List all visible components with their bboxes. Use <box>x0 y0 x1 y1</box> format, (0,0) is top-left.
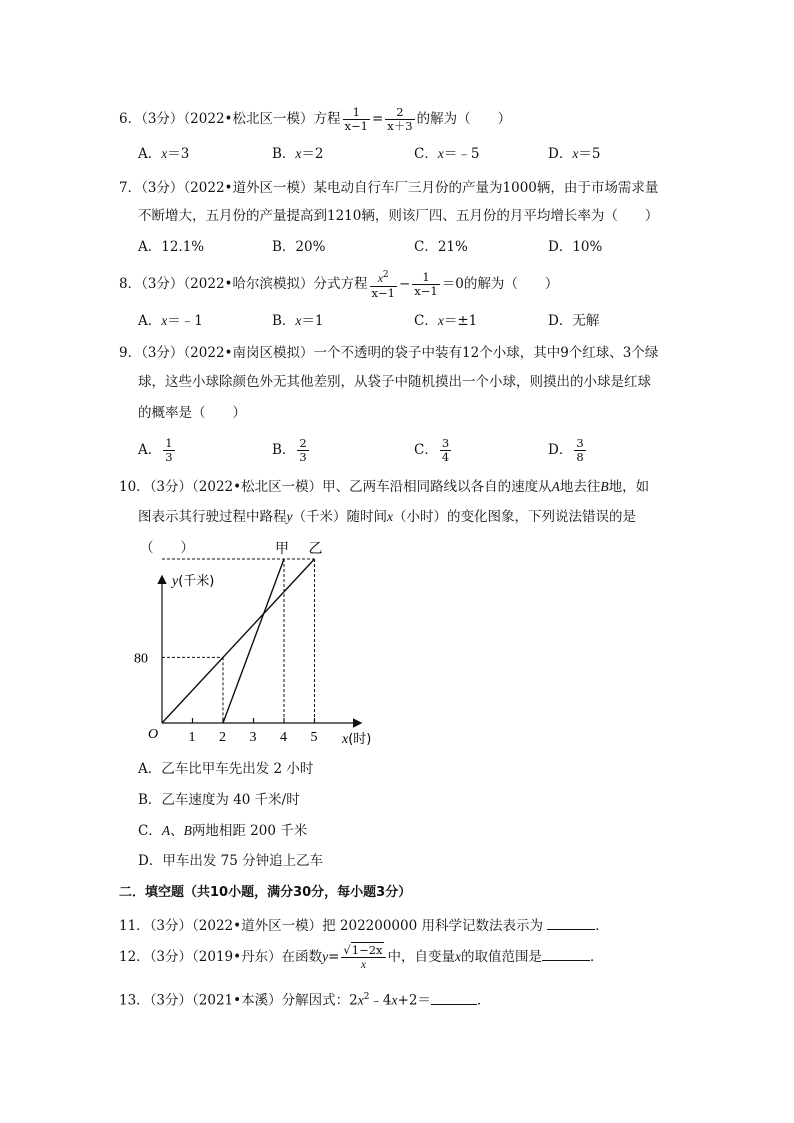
q9-option-d: D． $\frac{3}{8}$ <box>548 436 584 464</box>
q9-option-a: A． $\frac{1}{3}$ <box>138 436 173 464</box>
q10-option-a: A．乙车比甲车先出发 2 小时 <box>138 761 314 777</box>
x-tick-label-4: 4 <box>280 730 287 745</box>
q12-answer-blank[interactable] <box>542 946 590 961</box>
q10-line-3: （ ） <box>140 540 194 556</box>
q6-option-c: C．x＝﹣5 <box>414 146 480 162</box>
q8-option-d: D．无解 <box>548 313 600 329</box>
q9-option-c: C． $\frac{3}{4}$ <box>414 436 450 464</box>
q9-line-2: 球，这些小球除颜色外无其他差别，从袋子中随机摸出一个小球，则摸出的小球是红球 <box>138 374 651 390</box>
q6-source: （2022•松北区一模） <box>183 111 314 127</box>
x-tick-label-1: 1 <box>188 730 196 745</box>
q10-option-b: B．乙车速度为 40 千米/时 <box>138 792 300 808</box>
q9-option-b: B． $\frac{2}{3}$ <box>272 436 307 464</box>
q12-line: 12．（3分）（2019•丹东）在函数y= $\frac{√1-2x}{x}$ 中，自变量x的取值范围是 ． <box>119 942 604 971</box>
q9-line-3: 的概率是（ ） <box>138 405 246 421</box>
series-line-jia <box>223 559 284 723</box>
q9-line-1: 9．（3分）（2022•南岗区模拟）一个不透明的袋子中装有12个小球，其中9个红球、3个绿 <box>119 345 659 361</box>
series-label-yi: 乙 <box>308 542 323 557</box>
x-axis-label: x(时) <box>342 732 372 747</box>
q6-points: （3分） <box>141 111 184 127</box>
section-2-title: 二．填空题（共10小题，满分30分，每小题3分） <box>119 885 412 900</box>
q11-line: 11．（3分）（2022•道外区一模）把 202200000 用科学记数法表示为 ． <box>119 915 609 935</box>
q11-answer-blank[interactable] <box>547 915 595 930</box>
x-tick-label-5: 5 <box>310 730 318 745</box>
series-label-jia: 甲 <box>275 542 289 557</box>
q8-option-c: C．x＝±1 <box>414 313 478 329</box>
q8-line: 8．（3分）（2022•哈尔滨模拟）分式方程 $\frac{x^2}{x-1}$ − $\frac{1}{x-1}$ ＝0的解为（ ） <box>119 270 559 300</box>
q8-fraction-1: $\frac{x^2}{x-1}$ <box>371 270 395 300</box>
q6-option-b: B．x＝2 <box>272 146 324 162</box>
q8-option-a: A．x＝﹣1 <box>138 313 203 329</box>
q10-option-d: D．甲车出发 75 分钟追上乙车 <box>138 853 324 869</box>
q7-option-c: C．21% <box>414 239 468 255</box>
q10-option-c: C．A、B两地相距 200 千米 <box>138 823 308 839</box>
q13-answer-blank[interactable] <box>431 990 477 1005</box>
q7-option-a: A．12.1% <box>138 239 205 255</box>
q6-fraction-2: $\frac{2}{x+3}$ <box>387 105 413 133</box>
q7-option-b: B．20% <box>272 239 326 255</box>
q6-tail: 的解为（ ） <box>416 111 512 127</box>
q12-fraction: $\frac{√1-2x}{x}$ <box>341 944 385 972</box>
q8-option-b: B．x＝1 <box>272 313 324 329</box>
q6-number: 6． <box>119 111 142 127</box>
q8-fraction-2: $\frac{1}{x-1}$ <box>414 270 438 298</box>
q10-line-1: 10．（3分）（2022•松北区一模）甲、乙两车沿相同路线以各自的速度从A地去往B地，如 <box>119 479 650 495</box>
q6-text: 方程 <box>313 111 341 127</box>
distance-time-chart <box>130 542 390 755</box>
q6-option-a: A．x＝3 <box>138 146 190 162</box>
q7-line-1: 7．（3分）（2022•道外区一模）某电动自行车厂三月份的产量为1000辆，由于市场需求量 <box>119 180 659 196</box>
y-axis-label: y(千米) <box>172 574 215 589</box>
x-tick-label-2: 2 <box>219 730 226 745</box>
q13-line: 13．（3分）（2021•本溪）分解因式：$2x^2﹣4x+2=$ ． <box>119 988 490 1010</box>
y-tick-label-80: 80 <box>134 651 148 667</box>
q6-option-d: D．x＝5 <box>548 146 601 162</box>
x-tick-label-3: 3 <box>249 730 257 745</box>
q7-line-2: 不断增大，五月份的产量提高到1210辆，则该厂四、五月份的月平均增长率为（ ） <box>138 208 659 224</box>
q10-line-2: 图表示其行驶过程中路程y（千米）随时间x（小时）的变化图象，下列说法错误的是 <box>138 509 636 525</box>
q6-line: 6．（3分）（2022•松北区一模）方程 $\frac{1}{x-1}$ = $\frac{2}{x+3}$ 的解为（ ） <box>119 105 512 133</box>
q7-option-d: D．10% <box>548 239 603 255</box>
origin-label: O <box>148 727 159 742</box>
q6-fraction-1: $\frac{1}{x-1}$ <box>344 105 368 133</box>
